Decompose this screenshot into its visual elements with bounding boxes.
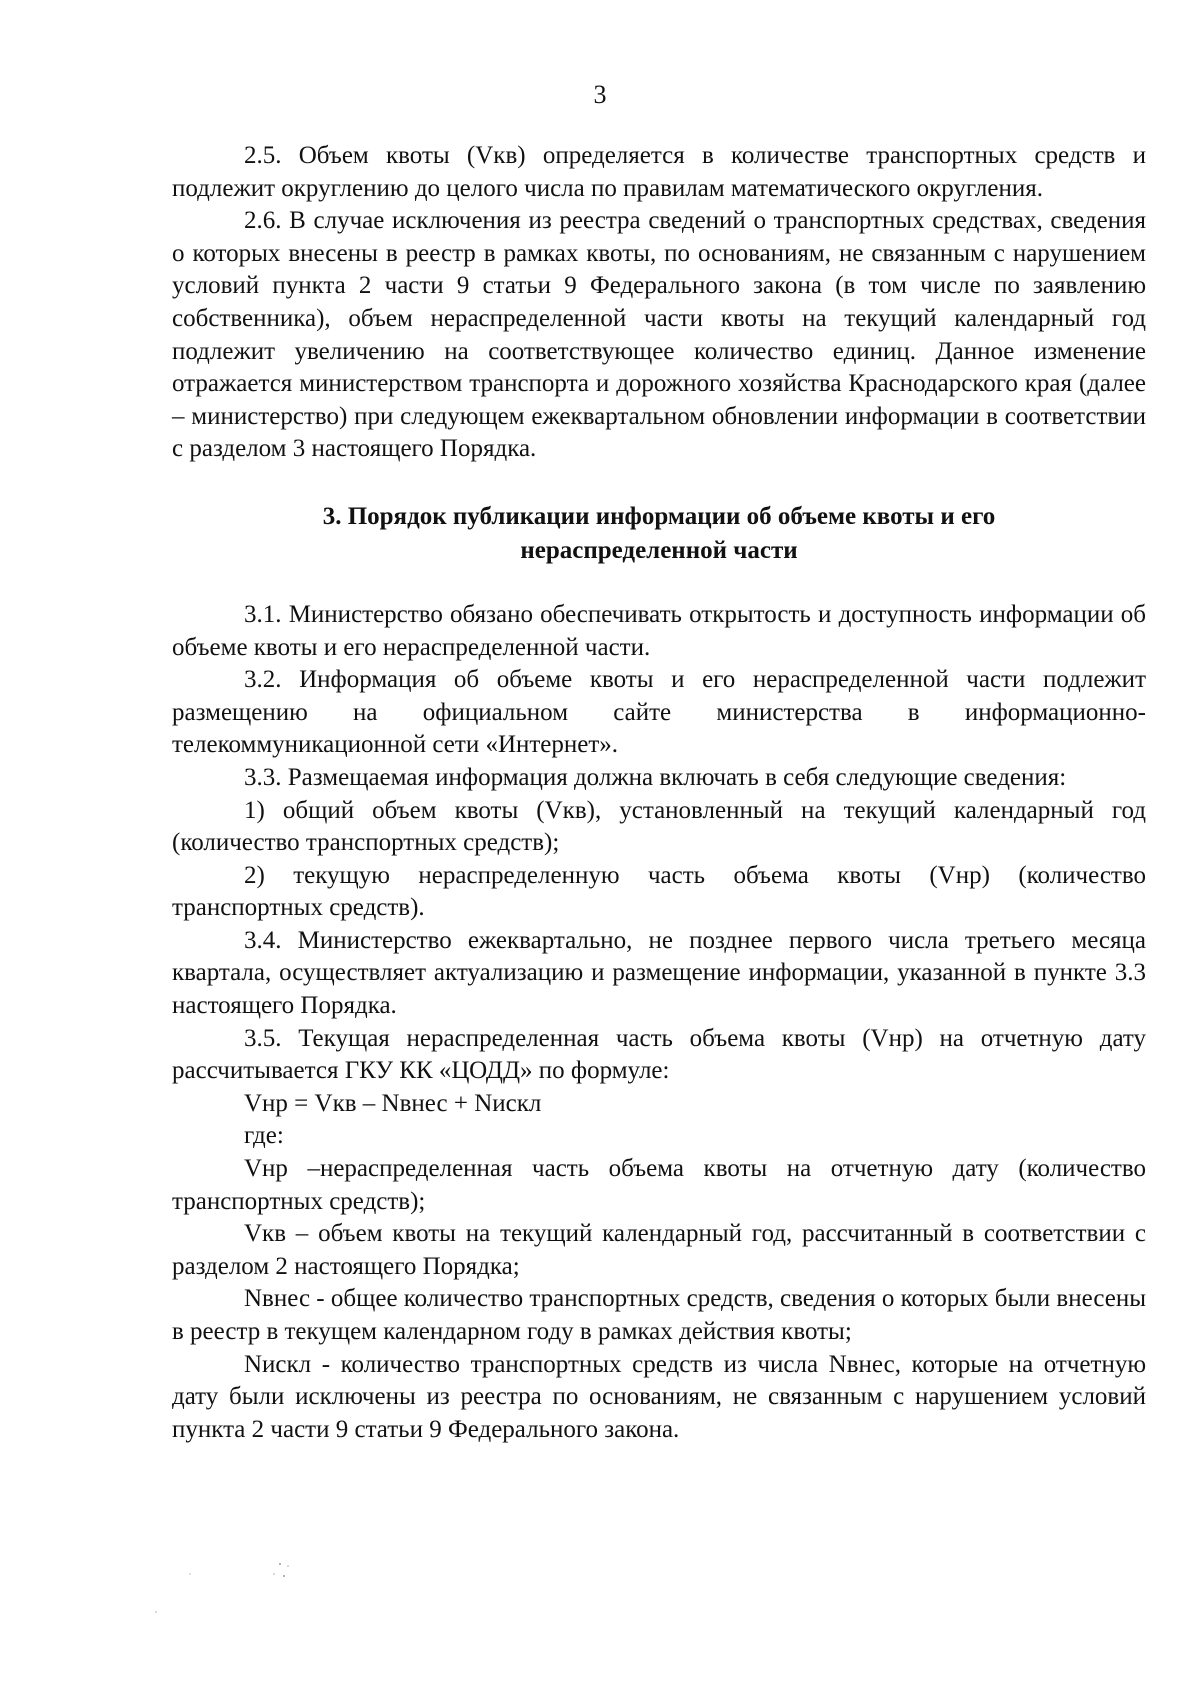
formula: Vнр = Vкв – Nвнес + Nискл: [244, 1089, 542, 1117]
paragraph-3-3: 3.3. Размещаемая информация должна включать в себя следующие сведения:: [244, 763, 1067, 791]
section-3-heading-line-2: нераспределенной части: [520, 536, 798, 564]
paragraph-2-6: 2.6. В случае исключения из реестра сведений о транспортных средствах, сведения о которых внесены в реестр в рамках квоты, по основаниям, не связанным с нарушением условий пункта 2 части 9 статьи 9 Федерального закона (в том числе по заявлению собственника), объем нераспределенной части квоты на текущий календарный год подлежит увеличению на соответствующее количество единиц. Данное изменение отражается министерством транспорта и дорожного хозяйства Краснодарского края (далее – министерство) при следующем ежеквартальном обновлении информации в соответствии с разделом 3 настоящего Порядка.: [172, 207, 1146, 463]
document-body: [172, 140, 1146, 1446]
definition-niskl: Nискл - количество транспортных средств из числа Nвнес, которые на отчетную дату были исключены из реестра по основаниям, не связанным с нарушением условий пункта 2 части 9 статьи 9 Федерального закона.: [172, 1350, 1146, 1443]
where-label: где:: [244, 1122, 284, 1150]
definition-vnr: Vнр –нераспределенная часть объема квоты на отчетную дату (количество транспортных средств);: [172, 1155, 1146, 1215]
paragraph-3-2: 3.2. Информация об объеме квоты и его нераспределенной части подлежит размещению на официальном сайте министерства в информационно-телекоммуникационной сети «Интернет».: [172, 666, 1146, 759]
section-3-heading-line-1: 3. Порядок публикации информации об объеме квоты и его: [322, 502, 996, 530]
page-number: 3: [593, 80, 607, 109]
definition-vkv: Vкв – объем квоты на текущий календарный год, рассчитанный в соответствии с разделом 2 настоящего Порядка;: [172, 1220, 1146, 1280]
paragraph-3-5: 3.5. Текущая нераспределенная часть объема квоты (Vнр) на отчетную дату рассчитывается ГКУ КК «ЦОДД» по формуле:: [172, 1024, 1146, 1085]
paragraph-3-4: 3.4. Министерство ежеквартально, не позднее первого числа третьего месяца квартала, осуществляет актуализацию и размещение информации, указанной в пункте 3.3 настоящего Порядка.: [172, 926, 1146, 1020]
list-item-2: 2) текущую нераспределенную часть объема квоты (Vнр) (количество транспортных средств).: [172, 861, 1146, 922]
list-item-1: 1) общий объем квоты (Vкв), установленный на текущий календарный год (количество транспортных средств);: [172, 796, 1146, 857]
section-3-heading: [172, 500, 1146, 568]
paragraph-3-1: 3.1. Министерство обязано обеспечивать открытость и доступность информации об объеме квоты и его нераспределенной части.: [172, 600, 1146, 661]
scan-noise-specks: [150, 1560, 350, 1620]
definition-nvnes: Nвнес - общее количество транспортных средств, сведения о которых были внесены в реестр в текущем календарном году в рамках действия квоты;: [172, 1285, 1146, 1345]
paragraph-2-5: 2.5. Объем квоты (Vкв) определяется в количестве транспортных средств и подлежит округлению до целого числа по правилам математического округления.: [172, 142, 1146, 202]
